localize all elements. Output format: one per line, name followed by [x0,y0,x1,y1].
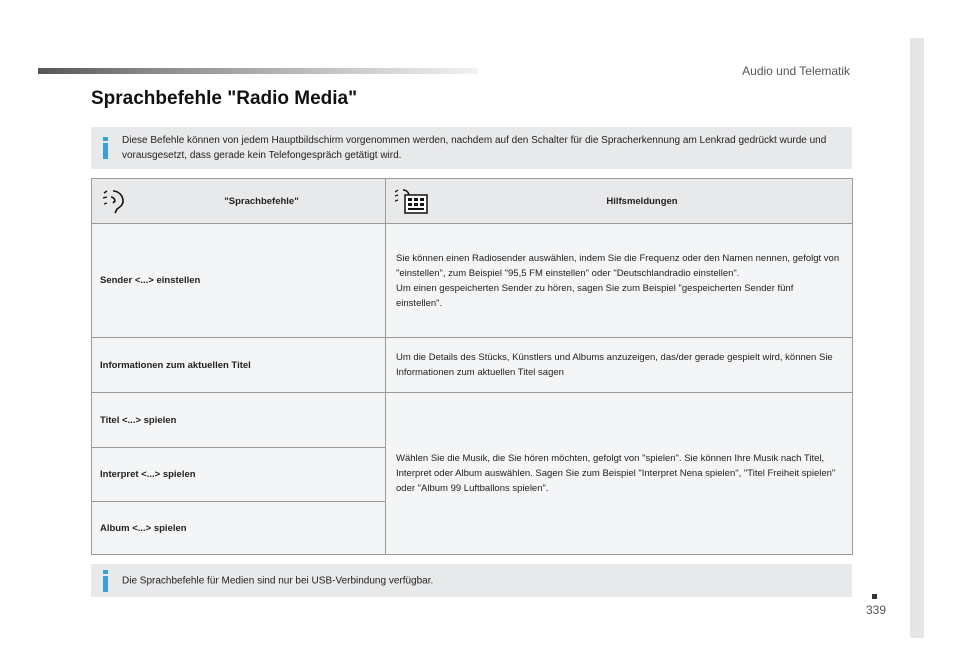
info-icon [101,570,111,592]
side-strip [910,38,924,638]
section-title: Audio und Telematik [742,64,850,78]
page-title: Sprachbefehle "Radio Media" [91,88,358,109]
voice-commands-table [91,178,853,555]
info-text-bottom: Die Sprachbefehle für Medien sind nur bei USB-Verbindung verfügbar. [122,575,434,586]
table-row [92,224,853,338]
voice-command-icon [98,187,138,215]
table-row [92,338,853,393]
help-cell: Um die Details des Stücks, Künstlers und Albums anzuzeigen, das/der gerade gespielt wird, können Sie Informationen zum aktuellen Titel sagen [386,338,853,393]
voice-help-icon [392,187,432,215]
command-cell: Sender <...> einstellen [92,224,386,338]
command-cell: Album <...> spielen [92,502,386,555]
header-gradient-bar [38,68,478,74]
info-icon [101,137,111,159]
info-text-top: Diese Befehle können von jedem Hauptbildschirm vorgenommen werden, nachdem auf den Schalter für die Spracherkennung am Lenkrad gedrückt wurde und vorausgesetzt, dass gerade kein Telefongespräch getätigt wird. [122,135,827,161]
info-box-top [91,127,852,169]
table-row [92,393,853,448]
help-cell-merged: Wählen Sie die Musik, die Sie hören möchten, gefolgt von "spielen". Sie können Ihre Musik nach Titel, Interpret oder Album auswählen. Sagen Sie zum Beispiel "Interpret Nena spielen", "Titel Freiheit spielen" oder "Album 99 Luftballons spielen". [386,393,853,555]
info-box-bottom [91,564,852,597]
command-cell: Interpret <...> spielen [92,448,386,502]
header-help: Hilfsmeldungen [386,179,853,224]
page-number: 339 [865,603,886,617]
header-commands: "Sprachbefehle" [92,179,386,224]
command-cell: Informationen zum aktuellen Titel [92,338,386,393]
command-cell: Titel <...> spielen [92,393,386,448]
page-marker [872,594,877,599]
help-cell: Sie können einen Radiosender auswählen, indem Sie die Frequenz oder den Namen nennen, gefolgt von "einstellen", zum Beispiel "95,5 FM einstellen" oder "Deutschlandradio einstellen". Um einen gespeicherten Sender zu hören, sagen Sie zum Beispiel "gespeicherten Sender fünf einstellen". [386,224,853,338]
